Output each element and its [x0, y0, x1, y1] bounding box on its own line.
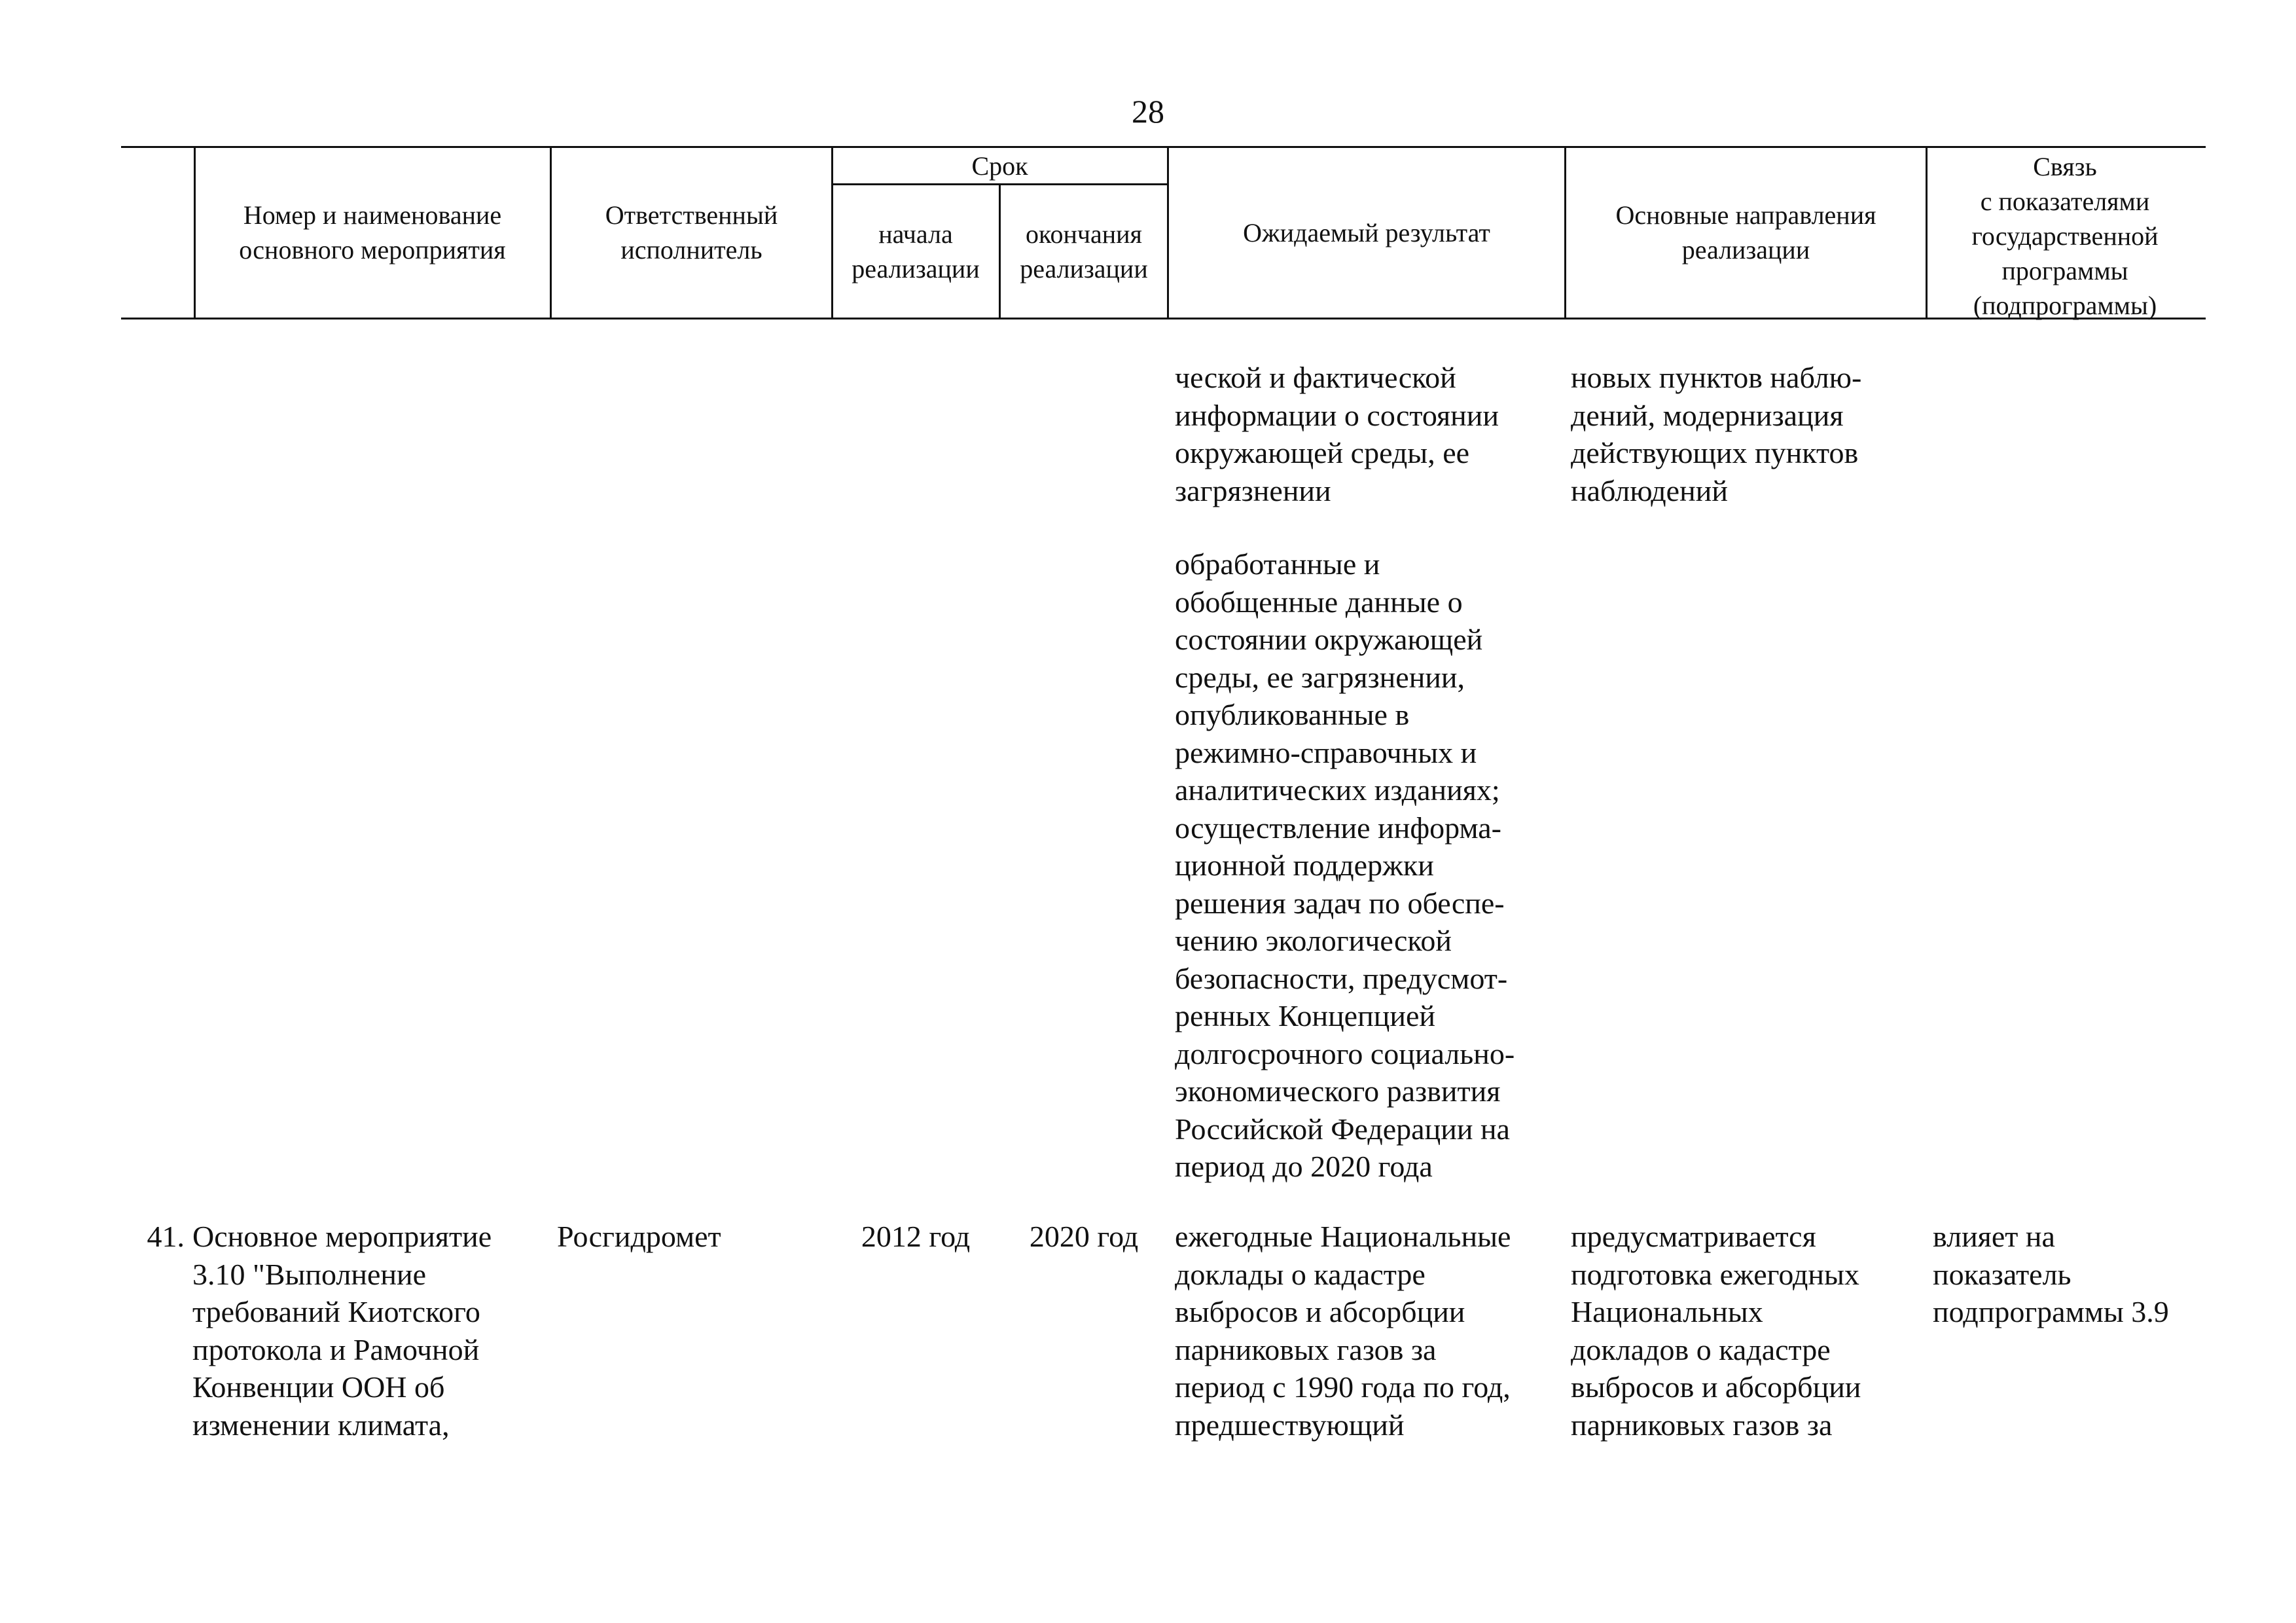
- row-number: 41.: [147, 1220, 185, 1253]
- row-end: 2020 год: [1029, 1220, 1139, 1253]
- header-executor: Ответственный исполнитель: [605, 200, 778, 264]
- header-bottom-border: [121, 318, 2206, 319]
- header-link: Связь с показателями государственной программы (подпрограммы): [1971, 152, 2159, 320]
- row-link: влияет на показатель подпрограммы 3.9: [1933, 1220, 2169, 1328]
- row-result: ежегодные Национальные доклады о кадастре выбросов и абсорбции парниковых газов за период с 1990 года по год, предшествующий: [1175, 1220, 1511, 1442]
- result-continuation-2: обработанные и обобщенные данные о состоянии окружающей среды, ее загрязнении, опубликованные в режимно-справочных и аналитических изданиях; осуществление информа- ционной поддержки решения задач по обеспе- чению экологической безопасности, предусмот- ренных Концепцией долгосрочного социально- экономического развития Российской Федерации на период до 2020 года: [1175, 547, 1515, 1183]
- row-executor: Росгидромет: [557, 1220, 721, 1253]
- page-number: 28: [1132, 93, 1164, 130]
- header-result: Ожидаемый результат: [1243, 217, 1490, 247]
- header-end: окончания реализации: [1020, 219, 1148, 283]
- row-name: Основное мероприятие 3.10 "Выполнение требований Киотского протокола и Рамочной Конвенции ООН об изменении климата,: [192, 1220, 492, 1442]
- header-start: начала реализации: [852, 219, 980, 283]
- header-directions: Основные направления реализации: [1615, 200, 1876, 264]
- row-directions: предусматривается подготовка ежегодных Национальных докладов о кадастре выбросов и абсорбции парниковых газов за: [1571, 1220, 1861, 1442]
- header-term: Срок: [971, 151, 1028, 181]
- directions-continuation: новых пунктов наблю- дений, модернизация действующих пунктов наблюдений: [1571, 361, 1862, 507]
- result-continuation: ческой и фактической информации о состоянии окружающей среды, ее загрязнении: [1175, 361, 1499, 507]
- row-start: 2012 год: [861, 1220, 971, 1253]
- header-name: Номер и наименование основного мероприятия: [239, 200, 506, 264]
